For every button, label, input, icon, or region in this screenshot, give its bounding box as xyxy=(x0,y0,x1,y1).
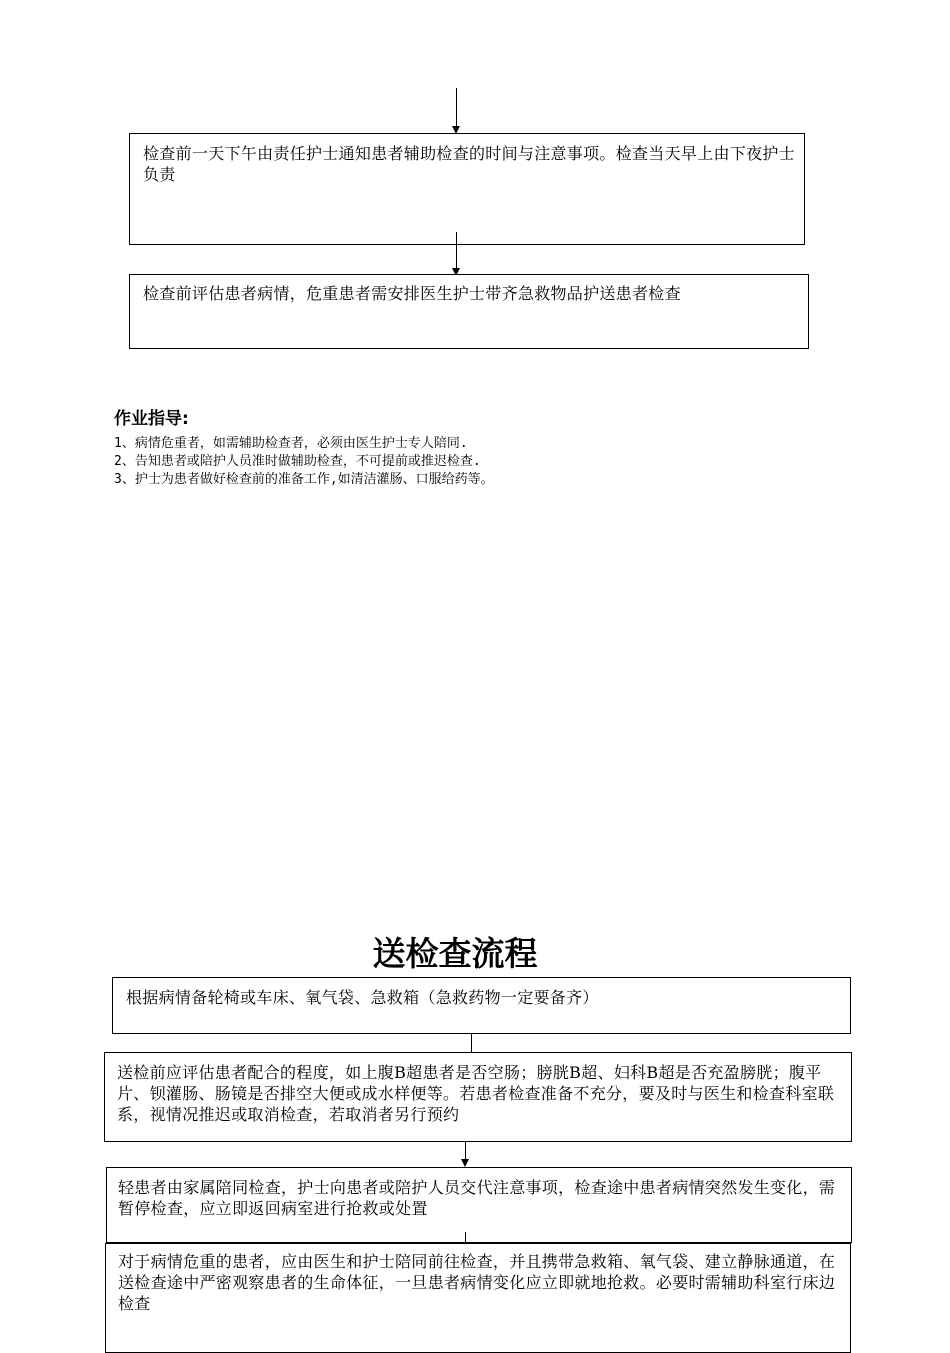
flow-box-assess-text: 检查前评估患者病情，危重患者需安排医生护士带齐急救物品护送患者检查 xyxy=(143,284,681,303)
guidance-list xyxy=(114,435,494,489)
flow-box-notify-text: 检查前一天下午由责任护士通知患者辅助检查的时间与注意事项。检查当天早上由下夜护士负责 xyxy=(143,144,796,184)
send-step-assess-text: 送检前应评估患者配合的程度，如上腹B超患者是否空肠；膀胱B超、妇科B超是否充盈膀胱；腹平片、钡灌肠、肠镜是否排空大便或成水样便等。若患者检查准备不充分，要及时与医生和检查科室联系，视情况推迟或取消检查，若取消者另行预约 xyxy=(117,1063,835,1124)
guidance-title: 作业指导: xyxy=(114,409,189,429)
guidance-item: 2、告知患者或陪护人员准时做辅助检查，不可提前或推迟检查. xyxy=(114,454,481,469)
send-step-prepare-text: 根据病情备轮椅或车床、氧气袋、急救箱（急救药物一定要备齐） xyxy=(126,988,599,1007)
guidance-item: 3、护士为患者做好检查前的准备工作,如清洁灌肠、口服给药等。 xyxy=(114,472,494,487)
flow-connector xyxy=(471,1034,472,1052)
flow-connector xyxy=(456,232,457,270)
flow-connector xyxy=(465,1142,466,1160)
send-step-critical-patient-text: 对于病情危重的患者，应由医生和护士陪同前往检查，并且携带急救箱、氧气袋、建立静脉通道，在送检查途中严密观察患者的生命体征，一旦患者病情变化应立即就地抢救。必要时需辅助科室行床边检查 xyxy=(118,1252,836,1313)
flow-arrowhead xyxy=(461,1159,469,1167)
send-flow-title: 送检查流程 xyxy=(372,934,538,973)
guidance-item: 1、病情危重者，如需辅助检查者，必须由医生护士专人陪同. xyxy=(114,436,468,451)
send-step-light-patient-text: 轻患者由家属陪同检查，护士向患者或陪护人员交代注意事项，检查途中患者病情突然发生变化，需暂停检查，应立即返回病室进行抢救或处置 xyxy=(118,1178,836,1218)
flow-connector xyxy=(465,1232,466,1243)
flow-connector xyxy=(456,88,457,126)
